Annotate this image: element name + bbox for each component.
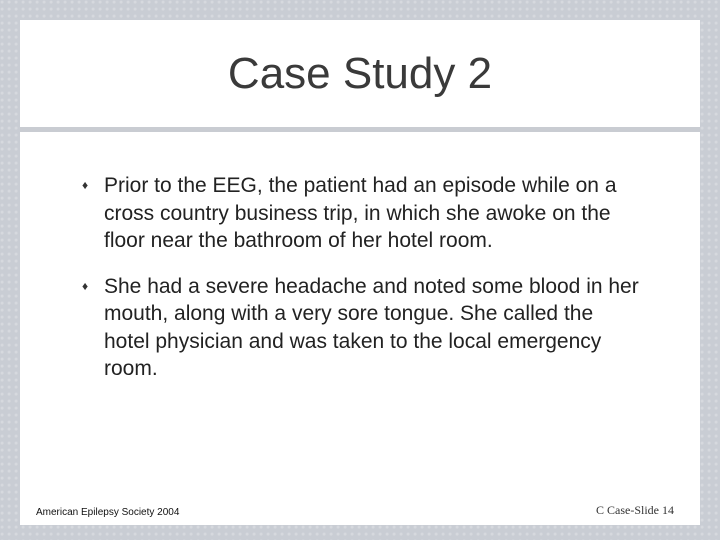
slide-number: C Case-Slide 14 xyxy=(596,503,674,517)
bullet-text: She had a severe headache and noted some blood in her mouth, along with a very sore tongue. She called the hotel physician and was taken to the local emergency room. xyxy=(104,274,639,380)
diamond-bullet-icon: ♦ xyxy=(82,278,89,293)
slide xyxy=(20,20,700,525)
bullet-text: Prior to the EEG, the patient had an episode while on a cross country business trip, in which she awoke on the floor near the bathroom of her hotel room. xyxy=(104,174,617,252)
bullet-item xyxy=(80,273,640,383)
title-divider xyxy=(20,127,700,132)
bullet-item xyxy=(80,172,640,255)
title-area xyxy=(20,20,700,126)
bullet-list xyxy=(80,172,640,401)
footer-source: American Epilepsy Society 2004 xyxy=(36,507,180,518)
diamond-bullet-icon: ♦ xyxy=(82,178,89,192)
slide-title: Case Study 2 xyxy=(227,49,493,98)
